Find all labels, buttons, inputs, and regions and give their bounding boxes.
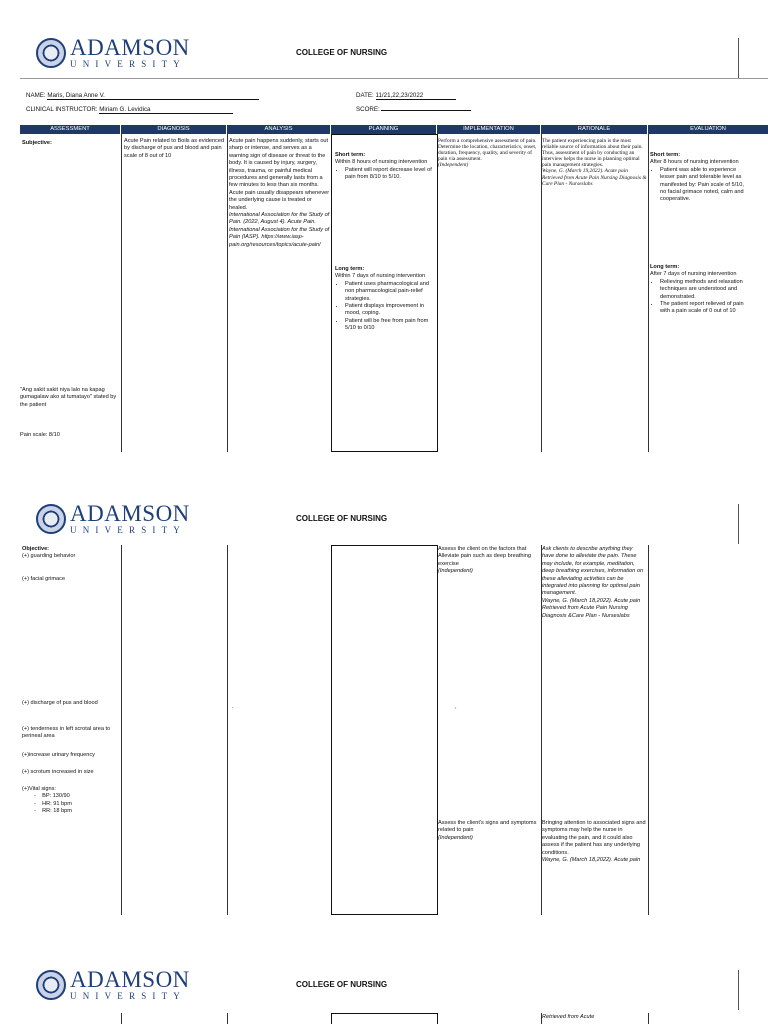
- analysis-mark: .: [232, 704, 234, 710]
- analysis-text: [229, 138, 330, 249]
- adamson-logo: [36, 36, 190, 69]
- fdar-table-header: [20, 125, 768, 134]
- objective-scrotum: (+) scrotum increased in size: [22, 769, 94, 775]
- column-rule: [648, 545, 649, 915]
- rationale-alleviate-text: Ask clients to describe anything they have done to alleviate the pain. These may include, for example, meditation, deep breathing exercises, information on these alleviating activities can be integrated into planning for optimal pain management.: [542, 546, 644, 597]
- implementation-signs: [438, 820, 540, 842]
- rationale-text: [542, 138, 647, 187]
- page-2: [0, 490, 768, 930]
- vital-bp: - BP: 130/90: [34, 793, 70, 800]
- implementation-alleviate-tag: (Independent): [438, 568, 473, 575]
- implementation-signs-tag: (Independent): [438, 834, 473, 841]
- evaluation-long-text: After 7 days of nursing intervention: [650, 271, 737, 278]
- objective-guarding: (+) guarding behavior: [22, 553, 76, 560]
- rationale-signs-reference: Wayne, G. (March 18,2022). Acute pain: [542, 857, 641, 864]
- brand-subtitle: UNIVERSITY: [70, 59, 186, 69]
- column-rule: [227, 1013, 228, 1024]
- evaluation-long-item: • The patient report relieved of pain with a pain scale of 0 out of 10: [660, 301, 748, 316]
- analysis-reference: International Association for the Study of Pain. (2022, August 4). Acute Pain. International Association for the Study of Pain (IASP). https://www.iasp-pain.org/resources/topics/acute-pain/: [229, 212, 330, 248]
- adamson-logo: [36, 502, 190, 535]
- objective-urinary: (+)increase urinary frequency: [22, 752, 95, 758]
- header-diagnosis: DIAGNOSIS: [121, 125, 227, 134]
- pain-scale: Pain scale: 8/10: [20, 432, 60, 438]
- header-assessment: ASSESSMENT: [20, 125, 121, 134]
- header-implementation: IMPLEMENTATION: [437, 125, 541, 134]
- brand-subtitle: UNIVERSITY: [70, 525, 186, 535]
- university-seal-icon: [36, 504, 66, 534]
- planning-long-item: • Patient will be free from pain from 5/10 to 0/10: [345, 318, 435, 333]
- header-rule: [20, 78, 768, 79]
- vital-signs: [22, 786, 120, 816]
- brand-name: ADAMSON: [70, 967, 190, 992]
- diagnosis-text: Acute Pain related to Boils as evidenced by discharge of pus and blood and pain scale of 8 out of 10: [124, 138, 225, 159]
- college-title: COLLEGE OF NURSING: [296, 980, 388, 989]
- implementation-alleviate-text: Assess the client on the factors that Alleviate pain such as deep breathing exercise: [438, 546, 531, 567]
- planning-box: [331, 545, 438, 915]
- adamson-logo: [36, 968, 190, 1001]
- implementation-alleviate: [438, 546, 540, 576]
- page-3: [0, 958, 768, 1024]
- brand-subtitle: UNIVERSITY: [70, 991, 186, 1001]
- rationale-body: The patient experiencing pain is the most reliable source of information about their pain. Thus, assessment of pain by conducting an interview helps the nurse in planning optimal pain management strategies.: [542, 138, 643, 169]
- evaluation-short-label: Short term:: [650, 152, 681, 158]
- header-rationale: RATIONALE: [541, 125, 648, 134]
- column-rule: [121, 1013, 122, 1024]
- column-rule: [227, 545, 228, 915]
- header-planning: PLANNING: [331, 125, 437, 134]
- university-seal-icon: [36, 970, 66, 1000]
- objective-grimace: (+) facial grimace: [22, 576, 66, 582]
- score-field: SCORE:: [356, 106, 471, 113]
- analysis-body: Acute pain happens suddenly, starts out sharp or intense, and serves as a warning sign of disease or threat to the body. It is caused by injury, surgery, illness, trauma, or painful medical procedures and generally lasts from a few minutes to less than six months. Acute pain usually disappears whenever the underlying cause is treated or healed.: [229, 138, 330, 211]
- planning-long-text: Within 7 days of nursing intervention: [335, 273, 426, 280]
- column-rule: [121, 545, 122, 915]
- planning-long-label: Long term:: [335, 266, 365, 272]
- vital-signs-label: (+)Vital signs:: [22, 786, 56, 792]
- planning-short-item: • Patient will report decrease level of pain from 8/10 to 5/10.: [345, 167, 435, 182]
- header-analysis: ANALYSIS: [227, 125, 331, 134]
- subjective-label: Subjective:: [22, 140, 52, 146]
- evaluation-short-text: After 8 hours of nursing intervention: [650, 159, 739, 166]
- date-field: DATE: 11/21,22,23/2022: [356, 92, 456, 100]
- implementation-text: [438, 138, 541, 168]
- university-seal-icon: [36, 38, 66, 68]
- header-divider: [738, 970, 739, 1010]
- instructor-field: CLINICAL INSTRUCTOR: Miriam G. Levidica: [26, 106, 233, 114]
- evaluation-long: [650, 264, 748, 316]
- objective-label: Objective:: [22, 546, 50, 552]
- vital-rr: - RR: 18 bpm: [34, 808, 72, 815]
- college-title: COLLEGE OF NURSING: [296, 48, 388, 57]
- planning-short-label: Short term:: [335, 152, 366, 158]
- header-divider: [738, 504, 739, 544]
- college-title: COLLEGE OF NURSING: [296, 514, 388, 523]
- column-rule: [227, 134, 228, 452]
- objective-tenderness: (+) tenderness in left scrotal area to perineal area: [22, 726, 111, 740]
- rationale-signs: [542, 820, 646, 864]
- planning-long: [335, 266, 435, 333]
- brand-name: ADAMSON: [70, 35, 190, 60]
- column-rule: [648, 134, 649, 452]
- header-evaluation: EVALUATION: [648, 125, 768, 134]
- planning-short: [335, 152, 435, 182]
- evaluation-short: [650, 152, 748, 204]
- column-rule: [121, 134, 122, 452]
- page-1: [0, 0, 768, 460]
- evaluation-long-item: • Relieving methods and relaxation techniques are understood and demonstrated.: [660, 279, 748, 301]
- implementation-signs-text: Assess the client's signs and symptoms related to pain: [438, 820, 537, 834]
- rationale-alleviate-reference: Wayne, G. (March 18,2022). Acute pain Retrieved from Acute Pain Nursing Diagnosis &Care Plan - Nurseslabs: [542, 597, 641, 619]
- planning-long-item: • Patient displays improvement in mood, coping.: [345, 303, 435, 318]
- rationale-signs-text: Bringing attention to associated signs and symptoms may help the nurse in evaluating the pain, and it could also assess if the patient has any underlying conditions.: [542, 820, 646, 856]
- planning-long-item: • Patient uses pharmacological and non pharmacological pain-relief strategies.: [345, 281, 435, 303]
- objective-discharge: (+) discharge of pus and blood: [22, 700, 98, 706]
- evaluation-short-item: • Patient was able to experience lesser pain and tolerable level as manifested by: Pain scale of 5/10, no facial grimace noted, calm and cooperative.: [660, 167, 748, 204]
- header-divider: [738, 38, 739, 78]
- rationale-alleviate: [542, 546, 646, 620]
- implementation-body: Perform a comprehensive assessment of pain. Determine the location, characteristics, onset, duration, frequency, quality, and severity of pain via assessment.: [438, 138, 537, 163]
- column-rule: [648, 1013, 649, 1024]
- evaluation-long-label: Long term:: [650, 264, 680, 270]
- implementation-mark: ,: [455, 704, 457, 710]
- implementation-tag: (Independent): [438, 162, 469, 169]
- rationale-continued: Retrieved from Acute: [542, 1014, 595, 1020]
- objective-top: [22, 546, 120, 561]
- planning-box: [331, 1013, 438, 1024]
- vital-hr: - HR: 91 bpm: [34, 800, 72, 807]
- rationale-reference: Wayne, G. (March 19,2022). Acute pain Retrieved from Acute Pain Nursing Diagnosis & Care Plan - Nurseslabs: [542, 168, 647, 187]
- planning-short-text: Within 8 hours of nursing intervention: [335, 159, 428, 166]
- brand-name: ADAMSON: [70, 501, 190, 526]
- subjective-quote: "Ang sakit sakit niya lalo na kapag gumagalaw ako at tumatayo" stated by the patient: [20, 387, 117, 408]
- name-field: NAME: Maris, Diana Anne V.: [26, 92, 259, 100]
